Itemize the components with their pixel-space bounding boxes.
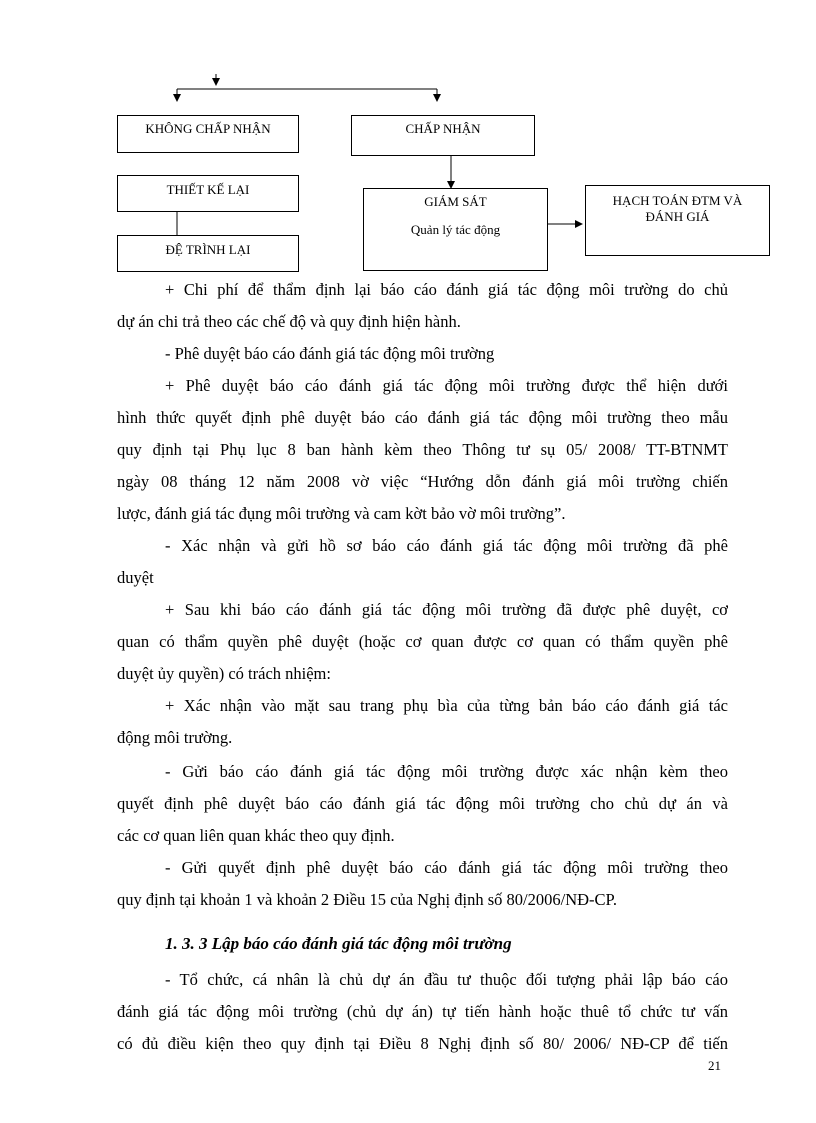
- text-line: quy định tại Phụ lục 8 ban hành kèm theo Thông tư sụ 05/ 2008/ TT-BTNMT: [117, 440, 728, 459]
- resubmit-label: ĐỆ TRÌNH LẠI: [165, 242, 251, 257]
- text-line: + Chi phí để thẩm định lại báo cáo đánh giá tác động môi trường do chủ: [165, 280, 728, 299]
- reject-box: [117, 115, 299, 153]
- text-line: đánh giá tác động môi trường (chủ dự án) tự tiến hành hoặc thuê tổ chức tư vấn: [117, 1002, 728, 1021]
- accounting-label-line2: ĐÁNH GIÁ: [645, 209, 710, 224]
- section-heading: 1. 3. 3 Lập báo cáo đánh giá tác động môi trường: [165, 934, 512, 953]
- text-line: các cơ quan liên quan khác theo quy định.: [117, 826, 395, 845]
- text-line: động môi trường.: [117, 728, 233, 747]
- text-line: quyết định phê duyệt báo cáo đánh giá tác động môi trường cho chủ dự án và: [117, 794, 728, 813]
- accept-label: CHẤP NHẬN: [405, 121, 481, 136]
- paragraph-approval-heading: [117, 338, 728, 370]
- text-line: + Phê duyệt báo cáo đánh giá tác động môi trường được thể hiện dưới: [165, 376, 728, 395]
- monitor-box: [363, 188, 548, 271]
- text-line: + Sau khi báo cáo đánh giá tác động môi trường đã được phê duyệt, cơ: [165, 600, 728, 619]
- text-line: - Phê duyệt báo cáo đánh giá tác động môi trường: [165, 344, 495, 363]
- text-line: - Gửi báo cáo đánh giá tác động môi trường được xác nhận kèm theo: [165, 762, 728, 781]
- text-line: - Tổ chức, cá nhân là chủ dự án đầu tư thuộc đối tượng phải lập báo cáo: [165, 970, 728, 989]
- page-number: 21: [708, 1058, 721, 1073]
- paragraph-send-report: [117, 756, 728, 852]
- paragraph-appraisal-cost: [117, 274, 728, 338]
- resubmit-box: [117, 235, 299, 272]
- text-line: hình thức quyết định phê duyệt báo cáo đánh giá tác động môi trường theo mẫu: [117, 408, 728, 427]
- paragraph-confirm-send: [117, 530, 728, 594]
- text-line: quan có thẩm quyền phê duyệt (hoặc cơ quan được cơ quan có thẩm quyền phê: [117, 632, 728, 651]
- text-line: ngày 08 tháng 12 năm 2008 vờ việc “Hướng dỗn đánh giá môi trường chiến: [117, 472, 728, 491]
- text-line: lược, đánh giá tác đụng môi trường và cam kờt bảo vờ môi trường”.: [117, 504, 566, 523]
- text-line: quy định tại khoản 1 và khoản 2 Điều 15 của Nghị định số 80/2006/NĐ-CP.: [117, 890, 617, 909]
- monitor-label: GIÁM SÁT: [424, 194, 487, 209]
- paragraph-approval-form: [117, 370, 728, 530]
- paragraph-confirm-cover: [117, 690, 728, 754]
- reject-label: KHÔNG CHẤP NHẬN: [145, 121, 271, 136]
- accounting-label-line1: HẠCH TOÁN ĐTM VÀ: [612, 193, 743, 208]
- text-line: + Xác nhận vào mặt sau trang phụ bìa của từng bản báo cáo đánh giá tác: [165, 696, 728, 715]
- monitor-sublabel: Quản lý tác động: [410, 222, 501, 237]
- redesign-label: THIẾT KẾ LẠI: [166, 182, 250, 197]
- paragraph-send-decision: [117, 852, 728, 916]
- paragraph-after-approval: [117, 594, 728, 690]
- text-line: dự án chi trả theo các chế độ và quy định hiện hành.: [117, 312, 461, 331]
- paragraph-organizations: [117, 964, 728, 1060]
- accept-box: [351, 115, 535, 156]
- text-line: có đủ điều kiện theo quy định tại Điều 8 Nghị định số 80/ 2006/ NĐ-CP để tiến: [117, 1034, 728, 1053]
- text-line: duyệt: [117, 568, 154, 587]
- redesign-box: [117, 175, 299, 212]
- text-line: - Gửi quyết định phê duyệt báo cáo đánh giá tác động môi trường theo: [165, 858, 728, 877]
- accounting-box: [585, 185, 770, 256]
- text-line: - Xác nhận và gửi hồ sơ báo cáo đánh giá tác động môi trường đã phê: [165, 536, 728, 555]
- text-line: duyệt ủy quyền) có trách nhiệm:: [117, 664, 331, 683]
